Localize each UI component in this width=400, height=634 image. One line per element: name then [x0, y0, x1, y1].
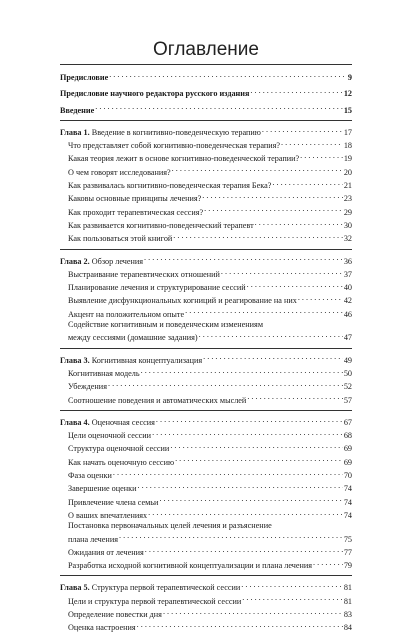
toc-subentry[interactable]	[60, 607, 352, 620]
toc-subentry[interactable]	[60, 379, 352, 392]
entry-page: 37	[343, 269, 352, 279]
toc-subentry[interactable]	[60, 366, 352, 379]
leader-dots	[313, 558, 343, 568]
chapter-list	[60, 120, 352, 634]
chapter-title	[60, 257, 143, 267]
leader-dots	[241, 580, 343, 590]
entry-page: 46	[343, 309, 352, 319]
toc-subentry[interactable]	[60, 218, 352, 231]
chapter-number: Глава 4.	[60, 417, 90, 427]
chapter-title-text: Когнитивная концептуализация	[91, 355, 203, 365]
toc-subentry[interactable]	[60, 280, 352, 293]
toc-subentry[interactable]	[60, 205, 352, 218]
entry-label: Предисловие научного редактора русского издания	[60, 89, 250, 99]
entry-label: Ожидания от лечения	[68, 547, 144, 557]
entry-label: Цели и структура первой терапевтической сессии	[68, 596, 242, 606]
entry-continuation	[68, 532, 352, 545]
entry-page: 21	[343, 181, 352, 191]
leader-dots	[247, 280, 343, 290]
leader-dots	[203, 353, 343, 363]
toc-entry[interactable]	[60, 103, 352, 116]
entry-label: Убеждения	[68, 382, 107, 392]
chapter-block	[60, 249, 352, 344]
toc-subentry[interactable]	[60, 151, 352, 164]
toc-subentry[interactable]	[60, 138, 352, 151]
leader-dots	[247, 393, 342, 403]
leader-dots	[144, 254, 343, 264]
entry-page: 50	[343, 368, 352, 378]
chapter-divider	[60, 348, 352, 349]
toc-subentry[interactable]	[60, 165, 352, 178]
entry-label: Как начать оценочную сессию	[68, 457, 175, 467]
leader-dots	[95, 103, 343, 113]
chapter-number: Глава 3.	[60, 355, 90, 365]
entry-page: 40	[343, 283, 352, 293]
toc-subentry[interactable]	[60, 191, 352, 204]
entry-label: Как развивалась когнитивно-поведенческая терапия Бека?	[68, 181, 272, 191]
toc-entry[interactable]	[60, 70, 352, 83]
front-matter	[60, 65, 352, 116]
entry-label: Что представляет собой когнитивно-поведенческая терапия?	[68, 141, 281, 151]
entry-label: Цели оценочной сессии	[68, 431, 152, 441]
chapter-divider	[60, 249, 352, 250]
toc-subentry[interactable]	[60, 455, 352, 468]
entry-label: Постановка первоначальных целей лечения и разъяснение	[68, 521, 272, 531]
chapter-heading[interactable]	[60, 415, 352, 428]
leader-dots	[202, 191, 343, 201]
chapter-number: Глава 1.	[60, 127, 90, 137]
chapter-heading[interactable]	[60, 353, 352, 366]
chapter-title	[60, 583, 240, 593]
entry-page: 32	[343, 234, 352, 244]
entry-page: 77	[343, 547, 352, 557]
entry-label-continued: между сессиями (домашние задания)	[68, 333, 198, 343]
entry-label: Завершение оценки	[68, 484, 137, 494]
leader-dots	[137, 620, 343, 630]
chapter-title	[60, 356, 202, 366]
entry-page: 84	[343, 623, 352, 633]
toc-subentry[interactable]	[60, 508, 352, 521]
toc-subentry[interactable]	[60, 620, 352, 633]
entry-continuation	[68, 330, 352, 343]
entry-page: 18	[343, 141, 352, 151]
toc-subentry[interactable]	[60, 307, 352, 320]
entry-label: Оценка настроения	[68, 623, 136, 633]
entry-page: 68	[343, 431, 352, 441]
entry-page: 69	[343, 444, 352, 454]
leader-dots	[255, 218, 343, 228]
leader-dots	[141, 366, 343, 376]
chapter-divider	[60, 575, 352, 576]
chapter-page: 81	[343, 583, 352, 593]
entry-label: Как проходит терапевтическая сессия?	[68, 207, 204, 217]
chapter-block	[60, 410, 352, 572]
toc-entry[interactable]	[60, 86, 352, 99]
chapter-divider	[60, 410, 352, 411]
entry-page: 23	[343, 194, 352, 204]
leader-dots	[113, 468, 343, 478]
toc-subentry[interactable]	[60, 231, 352, 244]
page-title: Оглавление	[153, 39, 259, 60]
leader-dots	[272, 178, 342, 188]
chapter-block	[60, 348, 352, 406]
leader-dots	[262, 125, 343, 135]
entry-label: О чем говорят исследования?	[68, 167, 171, 177]
leader-dots	[152, 428, 343, 438]
toc-subentry[interactable]	[60, 320, 352, 344]
entry-label: Определение повестки дня	[68, 609, 162, 619]
leader-dots	[163, 607, 343, 617]
leader-dots	[242, 594, 343, 604]
toc-subentry[interactable]	[60, 545, 352, 558]
leader-dots	[172, 165, 343, 175]
chapter-heading[interactable]	[60, 125, 352, 138]
entry-label: Фаза оценки	[68, 471, 112, 481]
entry-label: Каковы основные принципы лечения?	[68, 194, 202, 204]
leader-dots	[138, 481, 343, 491]
entry-page: 75	[343, 534, 352, 544]
toc-subentry[interactable]	[60, 393, 352, 406]
leader-dots	[298, 293, 343, 303]
leader-dots	[109, 70, 347, 80]
chapter-block	[60, 575, 352, 633]
chapter-title-text: Обзор лечения	[91, 256, 144, 266]
chapter-title-text: Структура первой терапевтической сессии	[91, 583, 241, 593]
entry-label: Какая теория лежит в основе когнитивно-поведенческой терапии?	[68, 154, 300, 164]
entry-label: Привлечение члена семьи	[68, 497, 159, 507]
leader-dots	[199, 330, 343, 340]
entry-page: 74	[343, 510, 352, 520]
entry-label: Структура оценочной сессии	[68, 444, 170, 454]
entry-page: 69	[343, 457, 352, 467]
leader-dots	[108, 379, 343, 389]
chapter-title	[60, 418, 155, 428]
toc-subentry[interactable]	[60, 441, 352, 454]
leader-dots	[148, 508, 343, 518]
toc-subentry[interactable]	[60, 594, 352, 607]
chapter-block	[60, 120, 352, 245]
entry-page: 9	[347, 73, 352, 82]
entry-label: Соотношение поведения и автоматических мыслей	[68, 395, 247, 405]
chapter-page: 49	[343, 355, 352, 365]
chapter-number: Глава 2.	[60, 256, 90, 266]
leader-dots	[204, 205, 343, 215]
leader-dots	[185, 307, 343, 317]
entry-label: Как пользоваться этой книгой	[68, 234, 173, 244]
entry-label: Акцент на положительном опыте	[68, 309, 185, 319]
toc-subentry[interactable]	[60, 293, 352, 306]
chapter-title	[60, 128, 261, 138]
leader-dots	[300, 151, 343, 161]
chapter-page: 67	[343, 417, 352, 427]
toc-subentry[interactable]	[60, 267, 352, 280]
entry-page: 19	[343, 154, 352, 164]
toc-subentry[interactable]	[60, 178, 352, 191]
entry-page: 30	[343, 220, 352, 230]
chapter-heading[interactable]	[60, 254, 352, 267]
leader-dots	[145, 545, 343, 555]
leader-dots	[170, 441, 342, 451]
chapter-number: Глава 5.	[60, 583, 90, 593]
entry-page: 12	[343, 89, 352, 99]
entry-label-continued: плана лечения	[68, 534, 118, 544]
entry-label: Выстраивание терапевтических отношений	[68, 269, 220, 279]
entry-page: 74	[343, 497, 352, 507]
chapter-title-text: Введение в когнитивно-поведенческую терапию	[91, 127, 261, 137]
chapter-title-text: Оценочная сессия	[91, 417, 155, 427]
entry-label: Выявление дисфункциональных когниций и реагирование на них	[68, 296, 297, 306]
chapter-divider	[60, 120, 352, 121]
leader-dots	[159, 495, 342, 505]
toc-subentry[interactable]	[60, 428, 352, 441]
entry-page: 74	[343, 484, 352, 494]
leader-dots	[221, 267, 343, 277]
toc-subentry[interactable]	[60, 495, 352, 508]
entry-page: 70	[343, 471, 352, 481]
toc-subentry[interactable]	[60, 521, 352, 545]
toc-subentry[interactable]	[60, 481, 352, 494]
leader-dots	[281, 138, 343, 148]
entry-page: 20	[343, 167, 352, 177]
entry-page: 29	[343, 207, 352, 217]
chapter-heading[interactable]	[60, 580, 352, 593]
entry-label: Предисловие	[60, 73, 109, 82]
entry-label: Когнитивная модель	[68, 368, 140, 378]
entry-label: Содействие когнитивным и поведенческим изменениям	[68, 320, 263, 330]
entry-page: 83	[343, 609, 352, 619]
entry-page: 57	[343, 395, 352, 405]
leader-dots	[119, 532, 343, 542]
entry-page: 81	[343, 596, 352, 606]
toc-subentry[interactable]	[60, 468, 352, 481]
leader-dots	[173, 231, 343, 241]
leader-dots	[175, 455, 343, 465]
entry-label: Как развивается когнитивно-поведенческий терапевт	[68, 220, 254, 230]
chapter-page: 17	[343, 127, 352, 137]
entry-label: Введение	[60, 105, 95, 115]
entry-page: 52	[343, 382, 352, 392]
leader-dots	[250, 86, 342, 96]
chapter-page: 36	[343, 256, 352, 266]
entry-page: 42	[343, 296, 352, 306]
entry-label: О ваших впечатлениях	[68, 510, 148, 520]
entry-page: 79	[343, 561, 352, 571]
leader-dots	[156, 415, 343, 425]
entry-label: Планирование лечения и структурирование сессий	[68, 283, 246, 293]
entry-label: Разработка исходной когнитивной концептуализации и плана лечения	[68, 561, 313, 571]
entry-page: 47	[343, 333, 352, 343]
entry-page: 15	[343, 105, 352, 115]
